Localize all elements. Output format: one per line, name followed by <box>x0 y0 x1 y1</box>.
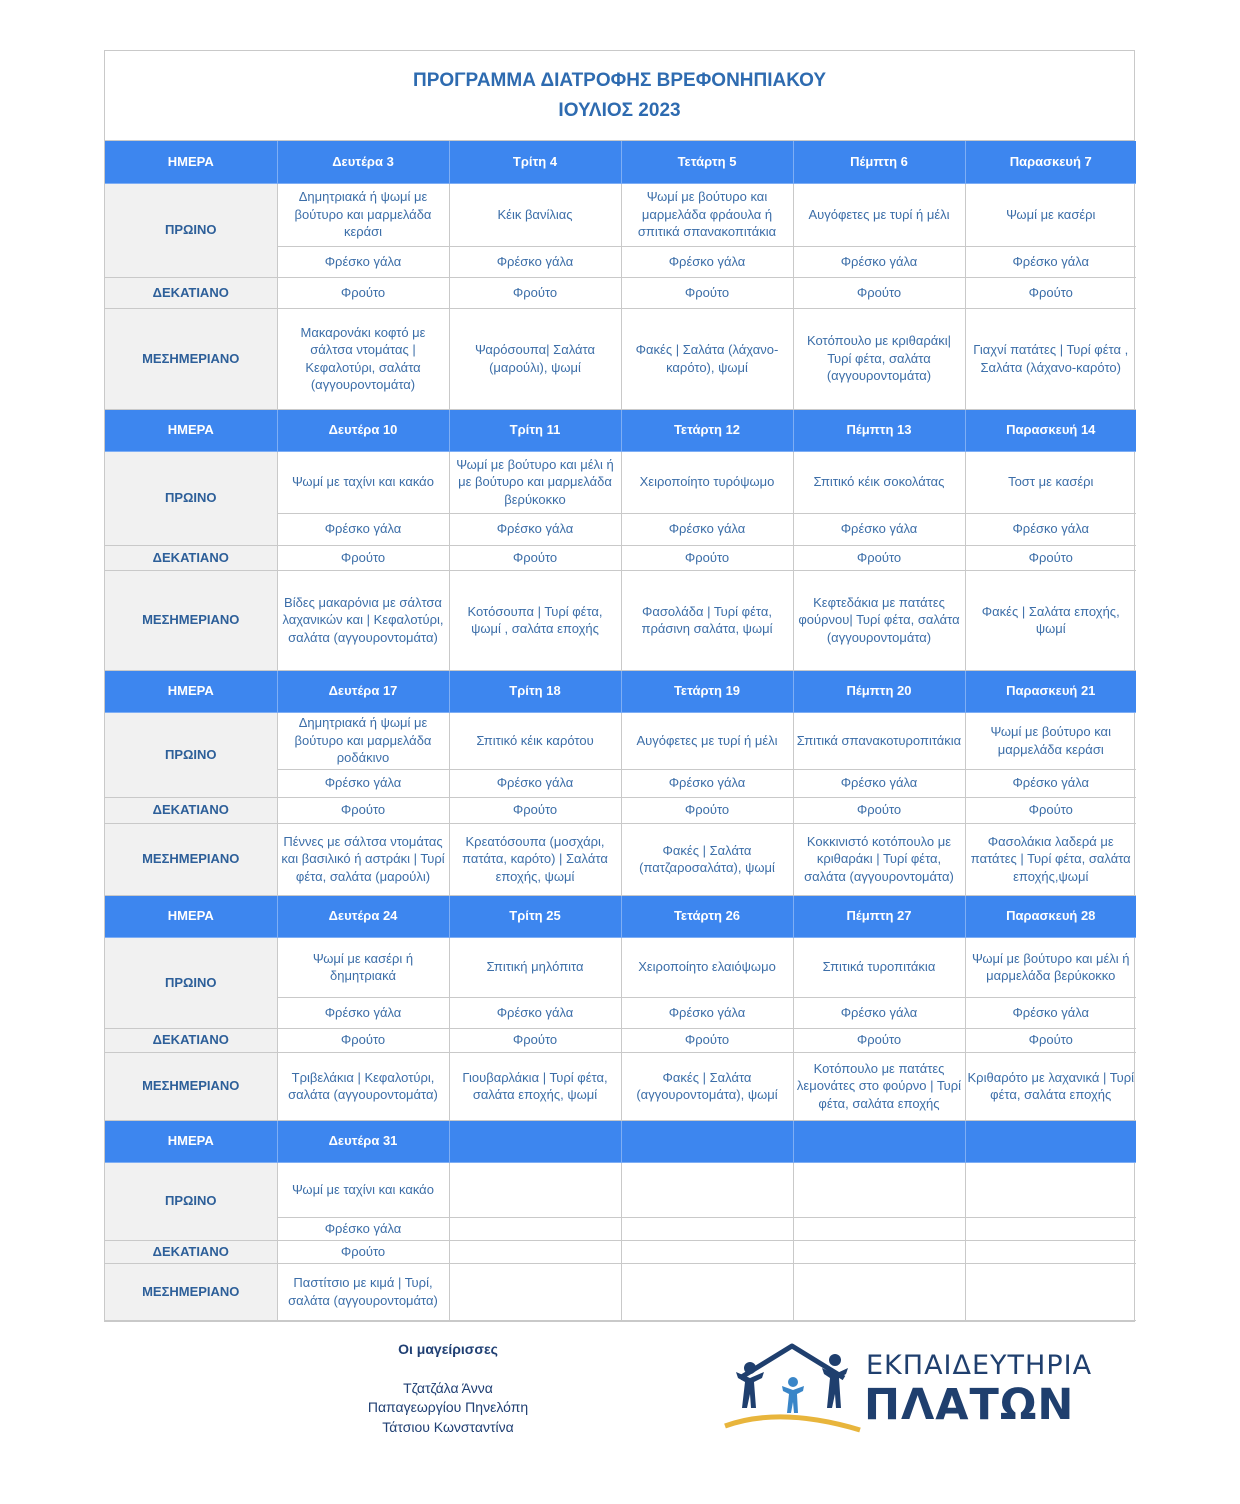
day-name: Δευτέρα 31 <box>277 1120 449 1162</box>
day-name: Τετάρτη 5 <box>621 141 793 183</box>
day-name: Δευτέρα 10 <box>277 409 449 451</box>
snack-item: Φρούτο <box>277 545 449 570</box>
milk-item: Φρέσκο γάλα <box>621 997 793 1028</box>
milk-item: Φρέσκο γάλα <box>621 769 793 797</box>
snack-label: ΔΕΚΑΤΙΑΝΟ <box>105 797 277 823</box>
milk-item: Φρέσκο γάλα <box>277 1217 449 1240</box>
title-box <box>105 51 1134 141</box>
menu-sheet <box>104 50 1135 1322</box>
lunch-row <box>105 308 1136 409</box>
lunch-item: Κρεατόσουπα (μοσχάρι, πατάτα, καρότο) | Σαλάτα εποχής, ψωμί <box>449 823 621 895</box>
lunch-item: Κοτόπουλο με κριθαράκι| Τυρί φέτα, σαλάτα (αγγουροντομάτα) <box>793 308 965 409</box>
day-name: Πέμπτη 13 <box>793 409 965 451</box>
page-subtitle: ΙΟΥΛΙΟΣ 2023 <box>558 99 681 121</box>
day-label: ΗΜΕΡΑ <box>105 895 277 937</box>
milk-item <box>793 1217 965 1240</box>
milk-item: Φρέσκο γάλα <box>793 769 965 797</box>
day-header-row <box>105 895 1136 937</box>
lunch-item: Γιαχνί πατάτες | Τυρί φέτα , Σαλάτα (λάχανο-καρότο) <box>965 308 1136 409</box>
lunch-label: ΜΕΣΗΜΕΡΙΑΝΟ <box>105 823 277 895</box>
day-name: Δευτέρα 3 <box>277 141 449 183</box>
day-name: Τρίτη 4 <box>449 141 621 183</box>
snack-item <box>621 1240 793 1263</box>
milk-item: Φρέσκο γάλα <box>277 997 449 1028</box>
lunch-item: Κοτόπουλο με πατάτες λεμονάτες στο φούρνο | Τυρί φέτα, σαλάτα εποχής <box>793 1052 965 1120</box>
snack-item: Φρούτο <box>449 1028 621 1052</box>
breakfast-item: Χειροποίητο ελαιόψωμο <box>621 937 793 997</box>
snack-item: Φρούτο <box>793 277 965 308</box>
day-header-row <box>105 1120 1136 1162</box>
lunch-item: Τριβελάκια | Κεφαλοτύρι, σαλάτα (αγγουροντομάτα) <box>277 1052 449 1120</box>
lunch-item <box>621 1263 793 1320</box>
breakfast-item: Ψωμί με βούτυρο και μέλι ή με βούτυρο και μαρμελάδα βερύκοκκο <box>449 451 621 513</box>
snack-item: Φρούτο <box>965 545 1136 570</box>
breakfast-row <box>105 937 1136 997</box>
cook-name: Τάτσιου Κωνσταντίνα <box>382 1418 514 1435</box>
breakfast-item <box>449 1162 621 1217</box>
snack-item: Φρούτο <box>277 1240 449 1263</box>
breakfast-row <box>105 712 1136 769</box>
snack-row <box>105 797 1136 823</box>
milk-item: Φρέσκο γάλα <box>449 997 621 1028</box>
lunch-label: ΜΕΣΗΜΕΡΙΑΝΟ <box>105 1052 277 1120</box>
lunch-item: Κεφτεδάκια με πατάτες φούρνου| Τυρί φέτα, σαλάτα (αγγουροντομάτα) <box>793 570 965 670</box>
snack-label: ΔΕΚΑΤΙΑΝΟ <box>105 1028 277 1052</box>
cook-name: Παπαγεωργίου Πηνελόπη <box>367 1399 529 1415</box>
day-name: Πέμπτη 20 <box>793 670 965 712</box>
milk-item: Φρέσκο γάλα <box>449 513 621 545</box>
snack-label: ΔΕΚΑΤΙΑΝΟ <box>105 545 277 570</box>
day-label: ΗΜΕΡΑ <box>105 409 277 451</box>
day-label: ΗΜΕΡΑ <box>105 1120 277 1162</box>
milk-item: Φρέσκο γάλα <box>965 997 1136 1028</box>
lunch-label: ΜΕΣΗΜΕΡΙΑΝΟ <box>105 308 277 409</box>
breakfast-item: Ψωμί με κασέρι ή δημητριακά <box>277 937 449 997</box>
breakfast-item: Χειροποίητο τυρόψωμο <box>621 451 793 513</box>
lunch-item: Πέννες με σάλτσα ντομάτας και βασιλικό ή αστράκι | Τυρί φέτα, σαλάτα (μαρούλι) <box>277 823 449 895</box>
cooks-heading: Οι μαγείρισσες <box>398 1341 498 1357</box>
breakfast-label: ΠΡΩΙΝΟ <box>105 451 277 545</box>
milk-item: Φρέσκο γάλα <box>965 769 1136 797</box>
milk-item: Φρέσκο γάλα <box>277 513 449 545</box>
snack-item: Φρούτο <box>621 545 793 570</box>
day-header-row <box>105 141 1136 183</box>
milk-item: Φρέσκο γάλα <box>965 246 1136 277</box>
breakfast-label: ΠΡΩΙΝΟ <box>105 937 277 1028</box>
milk-item: Φρέσκο γάλα <box>793 513 965 545</box>
breakfast-item: Ψωμί με κασέρι <box>965 183 1136 246</box>
milk-item: Φρέσκο γάλα <box>621 513 793 545</box>
menu-table <box>105 141 1136 1321</box>
lunch-label: ΜΕΣΗΜΕΡΙΑΝΟ <box>105 570 277 670</box>
milk-item: Φρέσκο γάλα <box>277 769 449 797</box>
day-name <box>449 1120 621 1162</box>
breakfast-item: Σπιτική μηλόπιτα <box>449 937 621 997</box>
lunch-item: Φακές | Σαλάτα (αγγουροντομάτα), ψωμί <box>621 1052 793 1120</box>
milk-item: Φρέσκο γάλα <box>449 769 621 797</box>
milk-item: Φρέσκο γάλα <box>965 513 1136 545</box>
breakfast-item: Αυγόφετες με τυρί ή μέλι <box>793 183 965 246</box>
day-label: ΗΜΕΡΑ <box>105 141 277 183</box>
snack-row <box>105 277 1136 308</box>
day-name: Παρασκευή 28 <box>965 895 1136 937</box>
snack-item: Φρούτο <box>621 797 793 823</box>
snack-item: Φρούτο <box>965 277 1136 308</box>
day-name: Δευτέρα 17 <box>277 670 449 712</box>
logo-text-bottom: ΠΛΑΤΩΝ <box>864 1380 1075 1430</box>
breakfast-item: Αυγόφετες με τυρί ή μέλι <box>621 712 793 769</box>
snack-item: Φρούτο <box>277 277 449 308</box>
breakfast-item: Τοστ με κασέρι <box>965 451 1136 513</box>
snack-item: Φρούτο <box>793 545 965 570</box>
breakfast-item <box>793 1162 965 1217</box>
day-name: Τετάρτη 26 <box>621 895 793 937</box>
logo-text-top: ΕΚΠΑΙΔΕΥΤΗΡΙΑ <box>866 1350 1093 1381</box>
milk-item <box>449 1217 621 1240</box>
milk-item: Φρέσκο γάλα <box>621 246 793 277</box>
breakfast-row <box>105 183 1136 246</box>
lunch-item: Φακές | Σαλάτα (πατζαροσαλάτα), ψωμί <box>621 823 793 895</box>
milk-item: Φρέσκο γάλα <box>277 246 449 277</box>
lunch-item: Βίδες μακαρόνια με σάλτσα λαχανικών και | Κεφαλοτύρι, σαλάτα (αγγουροντομάτα) <box>277 570 449 670</box>
breakfast-item: Κέικ βανίλιας <box>449 183 621 246</box>
breakfast-item: Ψωμί με ταχίνι και κακάο <box>277 1162 449 1217</box>
lunch-label: ΜΕΣΗΜΕΡΙΑΝΟ <box>105 1263 277 1320</box>
lunch-item: Ψαρόσουπα| Σαλάτα (μαρούλι), ψωμί <box>449 308 621 409</box>
snack-item <box>793 1240 965 1263</box>
logo-figure-middle <box>782 1377 804 1413</box>
breakfast-item: Ψωμί με βούτυρο και μαρμελάδα φράουλα ή σπιτικά σπανακοπιτάκια <box>621 183 793 246</box>
day-name: Παρασκευή 7 <box>965 141 1136 183</box>
day-name: Παρασκευή 21 <box>965 670 1136 712</box>
logo-figure-right <box>822 1354 848 1408</box>
day-name: Παρασκευή 14 <box>965 409 1136 451</box>
snack-label: ΔΕΚΑΤΙΑΝΟ <box>105 277 277 308</box>
day-label: ΗΜΕΡΑ <box>105 670 277 712</box>
snack-item: Φρούτο <box>277 797 449 823</box>
snack-item: Φρούτο <box>965 797 1136 823</box>
logo-swoosh <box>725 1417 860 1430</box>
breakfast-item <box>621 1162 793 1217</box>
breakfast-row <box>105 1162 1136 1217</box>
day-name: Τρίτη 25 <box>449 895 621 937</box>
lunch-row <box>105 1263 1136 1320</box>
snack-row <box>105 1240 1136 1263</box>
breakfast-item: Σπιτικό κέικ καρότου <box>449 712 621 769</box>
day-header-row <box>105 409 1136 451</box>
lunch-item: Φασολάδα | Τυρί φέτα, πράσινη σαλάτα, ψωμί <box>621 570 793 670</box>
day-name: Τετάρτη 12 <box>621 409 793 451</box>
day-name: Τρίτη 18 <box>449 670 621 712</box>
breakfast-label: ΠΡΩΙΝΟ <box>105 183 277 277</box>
snack-item: Φρούτο <box>793 797 965 823</box>
day-name <box>965 1120 1136 1162</box>
day-header-row <box>105 670 1136 712</box>
day-name: Τετάρτη 19 <box>621 670 793 712</box>
snack-item: Φρούτο <box>965 1028 1136 1052</box>
lunch-item: Κριθαρότο με λαχανικά | Τυρί φέτα, σαλάτα εποχής <box>965 1052 1136 1120</box>
cooks-block <box>330 1340 566 1437</box>
day-name: Πέμπτη 6 <box>793 141 965 183</box>
breakfast-item: Ψωμί με βούτυρο και μέλι ή μαρμελάδα βερύκοκκο <box>965 937 1136 997</box>
snack-item <box>965 1240 1136 1263</box>
snack-item: Φρούτο <box>793 1028 965 1052</box>
day-name: Δευτέρα 24 <box>277 895 449 937</box>
snack-row <box>105 1028 1136 1052</box>
day-name <box>621 1120 793 1162</box>
milk-item: Φρέσκο γάλα <box>793 997 965 1028</box>
snack-item: Φρούτο <box>621 277 793 308</box>
snack-label: ΔΕΚΑΤΙΑΝΟ <box>105 1240 277 1263</box>
snack-row <box>105 545 1136 570</box>
snack-item: Φρούτο <box>621 1028 793 1052</box>
snack-item: Φρούτο <box>449 545 621 570</box>
breakfast-item: Σπιτικό κέικ σοκολάτας <box>793 451 965 513</box>
cook-name: Τζατζάλα Άννα <box>403 1379 493 1396</box>
lunch-item <box>793 1263 965 1320</box>
lunch-item <box>449 1263 621 1320</box>
milk-item <box>965 1217 1136 1240</box>
breakfast-item <box>965 1162 1136 1217</box>
page-title: ΠΡΟΓΡΑΜΜΑ ΔΙΑΤΡΟΦΗΣ ΒΡΕΦΟΝΗΠΙΑΚΟΥ <box>412 69 827 91</box>
milk-item: Φρέσκο γάλα <box>449 246 621 277</box>
breakfast-item: Δημητριακά ή ψωμί με βούτυρο και μαρμελάδα κεράσι <box>277 183 449 246</box>
breakfast-item: Ψωμί με ταχίνι και κακάο <box>277 451 449 513</box>
lunch-item <box>965 1263 1136 1320</box>
lunch-row <box>105 823 1136 895</box>
logo-figure-left <box>736 1362 764 1408</box>
day-name: Τρίτη 11 <box>449 409 621 451</box>
lunch-row <box>105 570 1136 670</box>
snack-item: Φρούτο <box>449 277 621 308</box>
breakfast-label: ΠΡΩΙΝΟ <box>105 712 277 797</box>
snack-item <box>449 1240 621 1263</box>
breakfast-item: Ψωμί με βούτυρο και μαρμελάδα κεράσι <box>965 712 1136 769</box>
breakfast-row <box>105 451 1136 513</box>
lunch-item: Φακές | Σαλάτα εποχής, ψωμί <box>965 570 1136 670</box>
snack-item: Φρούτο <box>277 1028 449 1052</box>
day-name: Πέμπτη 27 <box>793 895 965 937</box>
breakfast-item: Σπιτικά τυροπιτάκια <box>793 937 965 997</box>
lunch-item: Κοτόσουπα | Τυρί φέτα, ψωμί , σαλάτα εποχής <box>449 570 621 670</box>
lunch-item: Φακές | Σαλάτα (λάχανο-καρότο), ψωμί <box>621 308 793 409</box>
breakfast-item: Δημητριακά ή ψωμί με βούτυρο και μαρμελάδα ροδάκινο <box>277 712 449 769</box>
lunch-row <box>105 1052 1136 1120</box>
day-name <box>793 1120 965 1162</box>
snack-item: Φρούτο <box>449 797 621 823</box>
milk-item <box>621 1217 793 1240</box>
lunch-item: Κοκκινιστό κοτόπουλο με κριθαράκι | Τυρί φέτα, σαλάτα (αγγουροντομάτα) <box>793 823 965 895</box>
breakfast-label: ΠΡΩΙΝΟ <box>105 1162 277 1240</box>
lunch-item: Φασολάκια λαδερά με πατάτες | Τυρί φέτα, σαλάτα εποχής,ψωμί <box>965 823 1136 895</box>
lunch-item: Παστίτσιο με κιμά | Τυρί, σαλάτα (αγγουροντομάτα) <box>277 1263 449 1320</box>
milk-item: Φρέσκο γάλα <box>793 246 965 277</box>
lunch-item: Μακαρονάκι κοφτό με σάλτσα ντομάτας | Κεφαλοτύρι, σαλάτα (αγγουροντομάτα) <box>277 308 449 409</box>
breakfast-item: Σπιτικά σπανακοτυροπιτάκια <box>793 712 965 769</box>
lunch-item: Γιουβαρλάκια | Τυρί φέτα, σαλάτα εποχής, ψωμί <box>449 1052 621 1120</box>
